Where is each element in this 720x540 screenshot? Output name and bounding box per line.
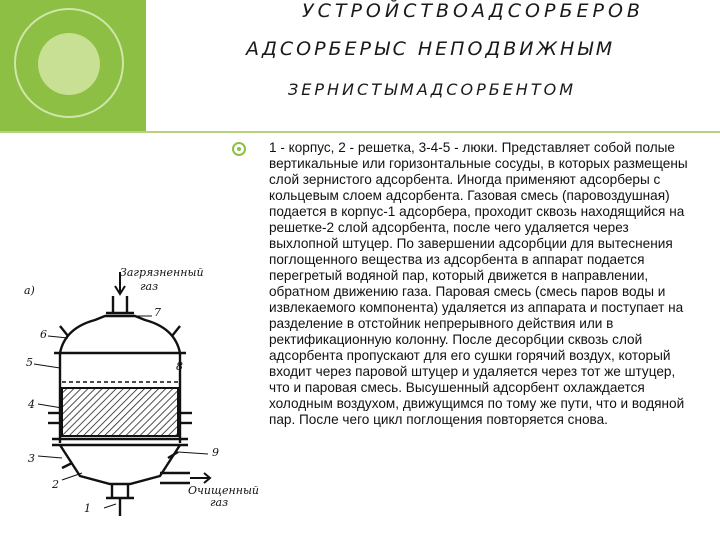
label-outlet-line1: Очищенный xyxy=(188,484,260,497)
label-inlet-line2: газ xyxy=(140,280,159,293)
decorative-band xyxy=(0,0,146,132)
label-outlet-line2: газ xyxy=(210,496,229,509)
label-n3: 3 xyxy=(28,452,35,465)
label-n5: 5 xyxy=(26,356,33,369)
label-n1: 1 xyxy=(84,502,91,515)
slide-title-line3: ЗЕРНИСТЫМАДСОРБЕНТОМ xyxy=(288,80,577,99)
label-n7: 7 xyxy=(154,306,161,319)
label-n8: 8 xyxy=(176,360,183,373)
label-n4: 4 xyxy=(28,398,35,411)
bullet-icon xyxy=(232,142,246,156)
slide-title-line1: УСТРОЙСТВОАДСОРБЕРОВ xyxy=(302,0,644,22)
label-inlet-line1: Загрязненный xyxy=(120,266,204,279)
slide-title-line2: АДСОРБЕРЫС НЕПОДВИЖНЫМ xyxy=(246,38,616,60)
label-n6: 6 xyxy=(40,328,47,341)
decorative-circle-fill xyxy=(38,33,100,95)
outlet-arrow-icon xyxy=(190,473,210,483)
label-n9: 9 xyxy=(212,446,219,459)
label-a: а) xyxy=(24,284,35,297)
label-n2: 2 xyxy=(52,478,59,491)
title-separator xyxy=(0,131,720,133)
slide-body-text: 1 - корпус, 2 - решетка, 3-4-5 - люки. Представляет собой полые вертикальные или горизонтальные сосуды, в которых размещены слой зернистого адсорбента. Иногда применяют адсорберы с кольцевым слоем адсорбента. Газовая смесь (паровоздушная) подается в корпус-1 адсорбера, проходит сквозь находящийся на решетке-2 слой адсорбента, после чего удаляется через выхлопной штуцер. По завершении адсорбции для вытеснения поглощенного вещества из адсорбента в аппарат подается перегретый водяной пар, который движется в направлении, обратном движению газа. Паровая смесь (смесь паров воды и извлекаемого компонента) удаляется из аппарата и поступает на разделение в отстойник непрерывного действия или в ректификационную колонну. После десорбции сквозь слой адсорбента пропускают для его сушки горячий воздух, который входит через паровой штуцер и удаляется через тот же штуцер, что и паровая смесь. Высушенный адсорбент охлаждается холодным воздухом, движущимся по тому же пути, что и водяной пар. После чего цикл поглощения повторяется снова. xyxy=(269,140,688,427)
adsorbent-layer xyxy=(62,388,178,436)
title-area xyxy=(146,0,720,132)
adsorber-diagram xyxy=(20,258,260,528)
